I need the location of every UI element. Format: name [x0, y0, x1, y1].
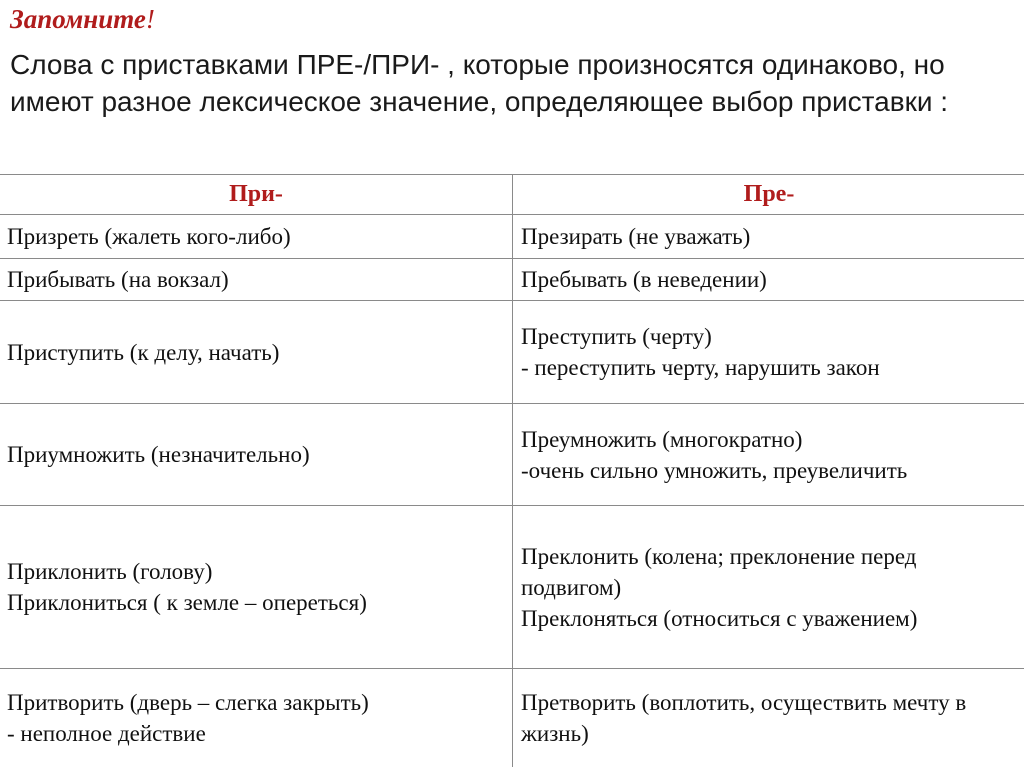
reminder-heading-mark: ! [145, 4, 155, 34]
cell-line: - неполное действие [7, 721, 206, 746]
table-cell-pri [0, 215, 512, 258]
table-cell-pre [513, 301, 1024, 403]
cell-line: Призреть (жалеть кого-либо) [7, 224, 291, 249]
table-cell-pre [513, 506, 1024, 668]
table-cell-pre [513, 669, 1024, 767]
cell-line: Приклониться ( к земле – опереться) [7, 590, 367, 615]
intro-text: Слова с приставками ПРЕ-/ПРИ- , которые произносятся одинаково, но имеют разное лексическое значение, определяющее выбор приставки : [10, 49, 949, 117]
column-header-pre: Пре- [743, 180, 795, 207]
cell-line: Приумножить (незначительно) [7, 442, 310, 467]
cell-line: Пребывать (в неведении) [521, 267, 767, 292]
column-header-pri: При- [229, 180, 283, 207]
cell-line: Преумножить (многократно) [521, 426, 803, 452]
table-cell-pre [513, 404, 1024, 505]
cell-line: Преклонить (колена; преклонение перед подвигом) [521, 543, 917, 600]
table-cell-pri [0, 669, 512, 767]
cell-line: Преступить (черту) [521, 324, 712, 349]
table-cell-pri [0, 301, 512, 403]
cell-line: Презирать (не уважать) [521, 224, 751, 249]
cell-line: Прибывать (на вокзал) [7, 267, 229, 292]
cell-line: Притворить (дверь – слегка закрыть) [7, 690, 369, 715]
cell-line: Приступить (к делу, начать) [7, 339, 280, 365]
table-cell-pri [0, 259, 512, 300]
table-cell-pri [0, 506, 512, 668]
reminder-heading-label: Запомните [10, 4, 146, 34]
cell-line: Претворить (воплотить, осуществить мечту в жизнь) [521, 690, 967, 746]
table-cell-pri [0, 404, 512, 505]
table-cell-pre [513, 259, 1024, 300]
cell-line: Преклоняться (относиться с уважением) [521, 605, 918, 631]
cell-line: - переступить черту, нарушить закон [521, 355, 880, 380]
cell-line: Приклонить (голову) [7, 559, 213, 584]
table-cell-pre [513, 215, 1024, 258]
cell-line: -очень сильно умножить, преувеличить [521, 457, 908, 483]
